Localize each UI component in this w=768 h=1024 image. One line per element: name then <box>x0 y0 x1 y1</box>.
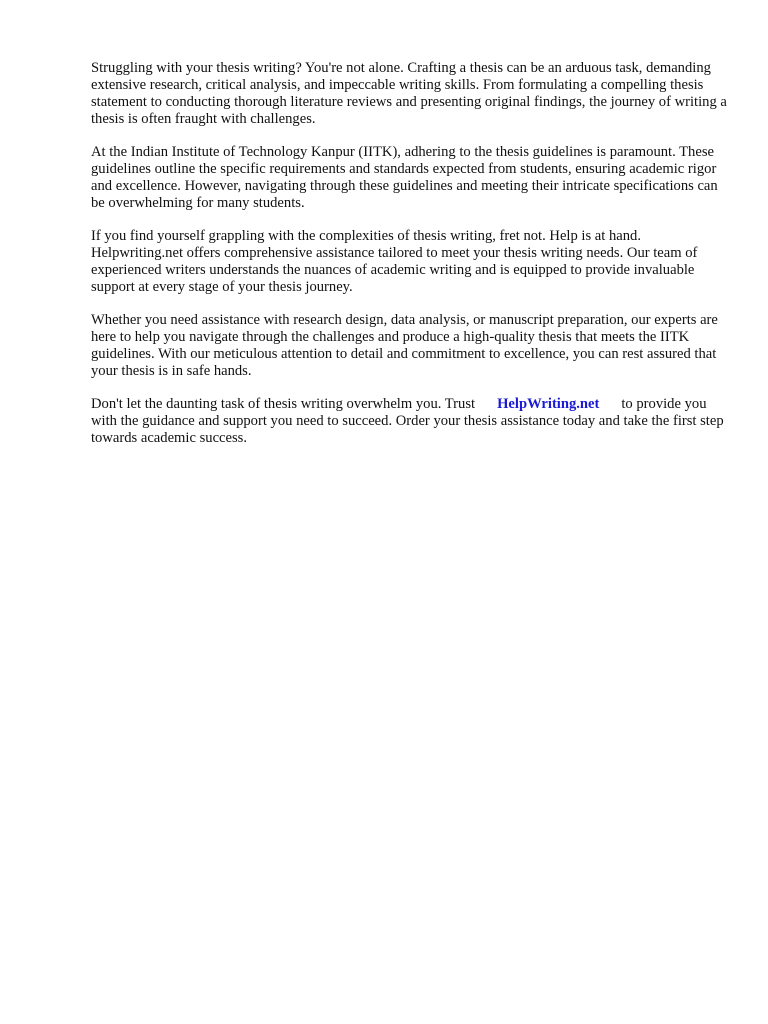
document-body <box>91 60 731 463</box>
paragraph-assistance: Whether you need assistance with research design, data analysis, or manuscript preparation, our experts are here to help you navigate through the challenges and produce a high-quality thesis that meets the IITK guidelines. With our meticulous attention to detail and commitment to excellence, you can rest assured that your thesis is in safe hands. <box>91 312 718 379</box>
paragraph-iitk-guidelines: At the Indian Institute of Technology Kanpur (IITK), adhering to the thesis guidelines is paramount. These guidelines outline the specific requirements and standards expected from students, ensuring academic rigor and excellence. However, navigating through these guidelines and meeting their intricate specifications can be overwhelming for many students. <box>91 144 718 211</box>
paragraph-call-to-action <box>91 396 731 447</box>
paragraph-help-offer: If you find yourself grappling with the complexities of thesis writing, fret not. Help is at hand. Helpwriting.net offers comprehensive assistance tailored to meet your thesis writing needs. Our team of experienced writers understands the nuances of academic writing and is equipped to provide invaluable support at every stage of your thesis journey. <box>91 228 698 295</box>
cta-text-after: to provide you with the guidance and support you need to succeed. Order your thesis assistance today and take the first step towards academic success. <box>91 396 724 446</box>
cta-text-before: Don't let the daunting task of thesis writing overwhelm you. Trust <box>91 396 476 412</box>
paragraph-intro: Struggling with your thesis writing? You're not alone. Crafting a thesis can be an arduous task, demanding extensive research, critical analysis, and impeccable writing skills. From formulating a compelling thesis statement to conducting thorough literature reviews and presenting original findings, the journey of writing a thesis is often fraught with challenges. <box>91 60 727 127</box>
helpwriting-link[interactable]: HelpWriting.net <box>497 396 600 412</box>
